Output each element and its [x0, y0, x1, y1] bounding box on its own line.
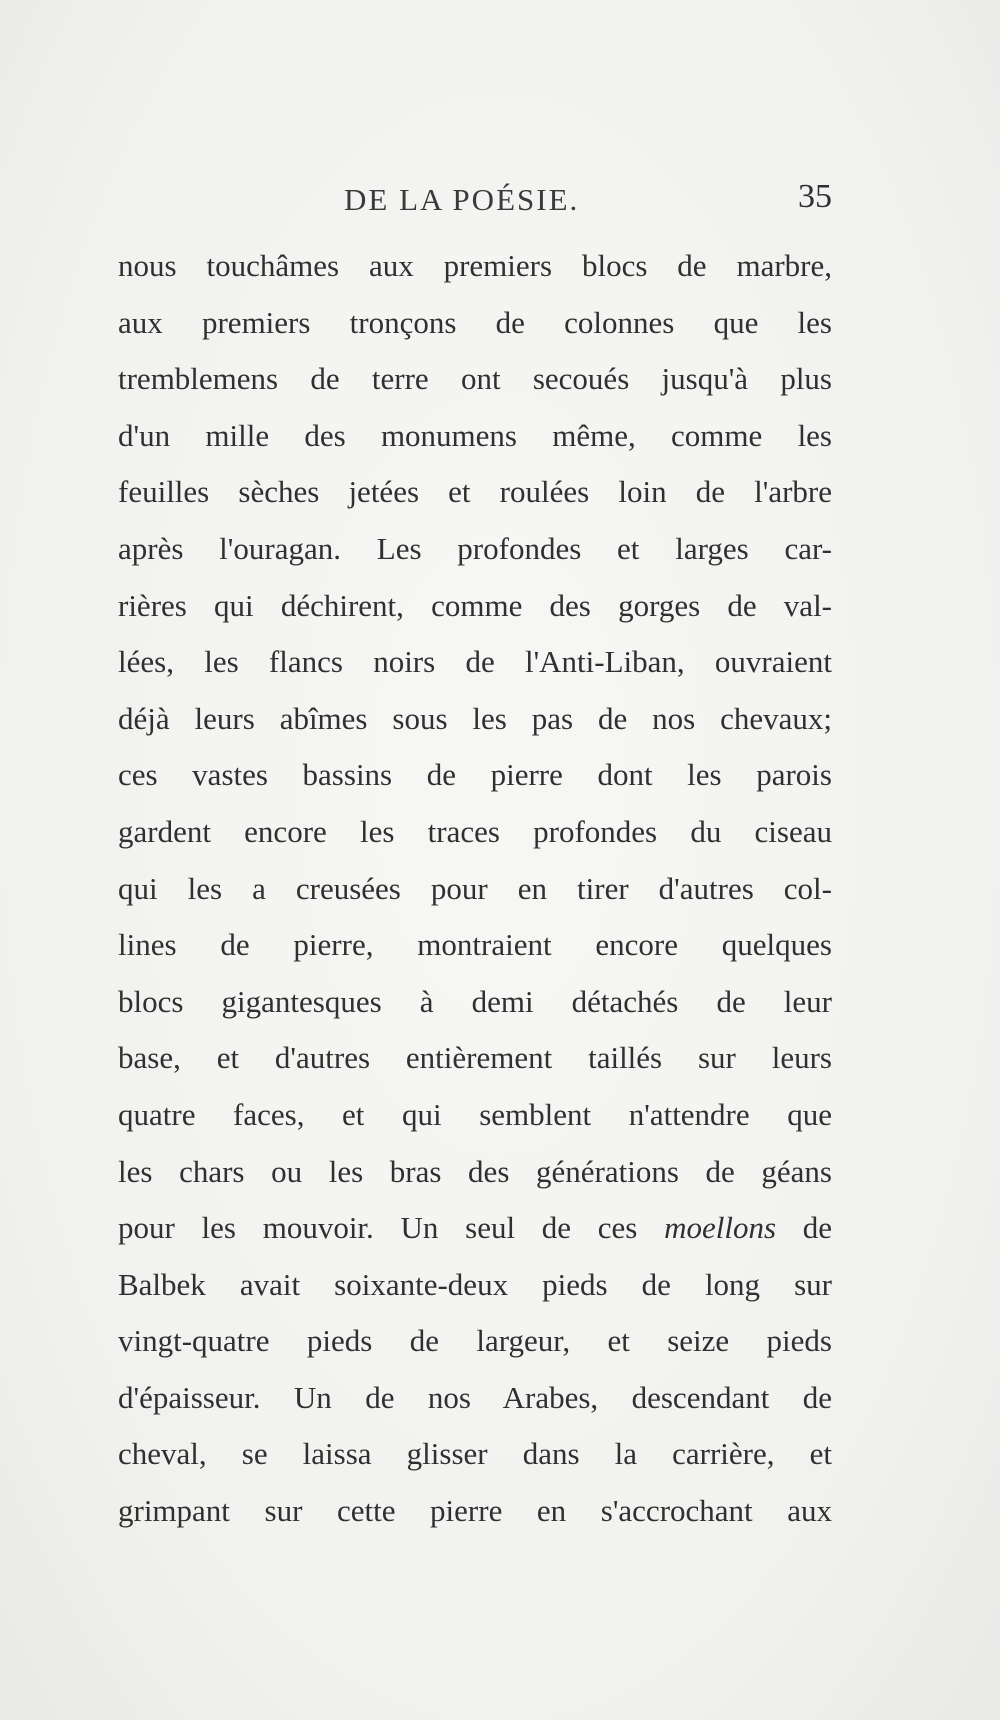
body-text — [118, 238, 832, 1540]
text-line: nous touchâmes aux premiers blocs de marbre, — [118, 248, 832, 283]
text-line: après l'ouragan. Les profondes et larges car- — [118, 530, 832, 566]
line-text-before-italic: pour les mouvoir. Un seul de ces — [118, 1210, 638, 1246]
text-line: grimpant sur cette pierre en s'accrochant aux — [118, 1493, 832, 1529]
text-line: déjà leurs abîmes sous les pas de nos chevaux; — [118, 700, 832, 736]
text-line: rières qui déchirent, comme des gorges de val- — [118, 587, 832, 623]
text-line: les chars ou les bras des générations de géans — [118, 1153, 832, 1189]
text-line: blocs gigantesques à demi détachés de leur — [118, 983, 832, 1019]
running-title: DE LA POÉSIE. — [344, 182, 580, 217]
text-line: d'un mille des monumens même, comme les — [118, 417, 832, 453]
line-text-after-italic: de — [802, 1210, 833, 1246]
text-line: lées, les flancs noirs de l'Anti-Liban, ouvraient — [118, 644, 832, 680]
text-line: base, et d'autres entièrement taillés sur leurs — [118, 1040, 832, 1076]
text-line: vingt-quatre pieds de largeur, et seize pieds — [118, 1323, 832, 1359]
text-line: tremblemens de terre ont secoués jusqu'à plus — [118, 361, 832, 397]
text-line: ces vastes bassins de pierre dont les parois — [118, 757, 832, 793]
text-line: qui les a creusées pour en tirer d'autres col- — [118, 870, 832, 906]
text-line: quatre faces, et qui semblent n'attendre que — [118, 1096, 832, 1132]
text-line: gardent encore les traces profondes du ciseau — [118, 813, 832, 849]
page-number: 35 — [798, 178, 832, 215]
text-line: feuilles sèches jetées et roulées loin de l'arbre — [118, 474, 832, 510]
text-line: aux premiers tronçons de colonnes que les — [118, 304, 832, 340]
text-line: Balbek avait soixante-deux pieds de long sur — [118, 1266, 832, 1302]
text-line: d'épaisseur. Un de nos Arabes, descendant de — [118, 1379, 832, 1415]
text-line-with-italic — [118, 1200, 832, 1257]
italic-word: moellons — [664, 1210, 777, 1246]
text-line: cheval, se laissa glisser dans la carrière, et — [118, 1436, 832, 1472]
text-line: lines de pierre, montraient encore quelques — [118, 927, 832, 963]
page-header — [118, 178, 832, 228]
